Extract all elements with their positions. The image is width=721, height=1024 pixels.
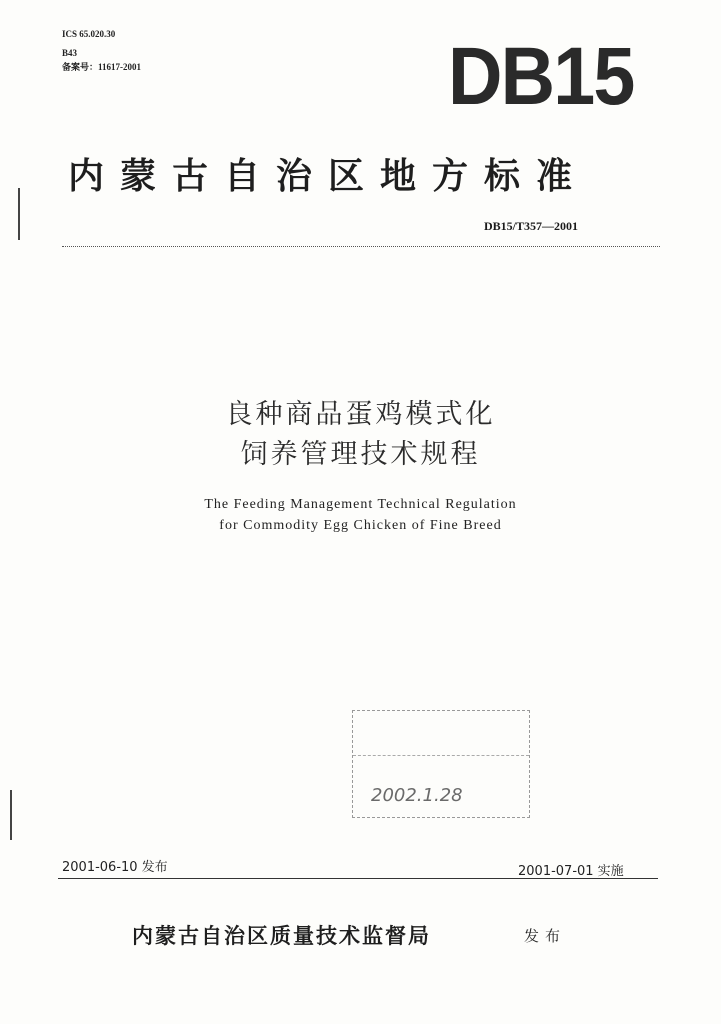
ics-number: ICS 65.020.30 bbox=[62, 29, 116, 39]
footer-divider bbox=[58, 878, 658, 879]
standard-type-heading: 内蒙古自治区地方标准 bbox=[68, 155, 589, 197]
record-number: 备案号：11617-2001 bbox=[62, 62, 142, 72]
binding-mark bbox=[10, 790, 12, 840]
title-en-line-2: for Commodity Egg Chicken of Fine Breed bbox=[219, 518, 502, 533]
stamp-date: 2002.1.28 bbox=[371, 785, 463, 806]
title-cn-line-2: 饲养管理技术规程 bbox=[240, 439, 481, 470]
title-cn-line-1: 良种商品蛋鸡模式化 bbox=[225, 399, 496, 430]
issue-date: 2001-06-10 发布 bbox=[62, 860, 168, 875]
binding-mark bbox=[18, 188, 20, 240]
publisher-name: 内蒙古自治区质量技术监督局 bbox=[132, 923, 431, 948]
db15-logo: DB15 bbox=[448, 31, 634, 122]
standard-code: DB15/T357—2001 bbox=[484, 219, 579, 233]
stamp-divider bbox=[353, 755, 529, 756]
effective-date: 2001-07-01 实施 bbox=[518, 864, 624, 879]
ccs-code: B43 bbox=[62, 48, 78, 58]
receipt-stamp bbox=[352, 710, 530, 818]
header-divider bbox=[62, 246, 660, 247]
publish-word: 发布 bbox=[524, 927, 567, 945]
title-en-line-1: The Feeding Management Technical Regulation bbox=[204, 497, 517, 512]
